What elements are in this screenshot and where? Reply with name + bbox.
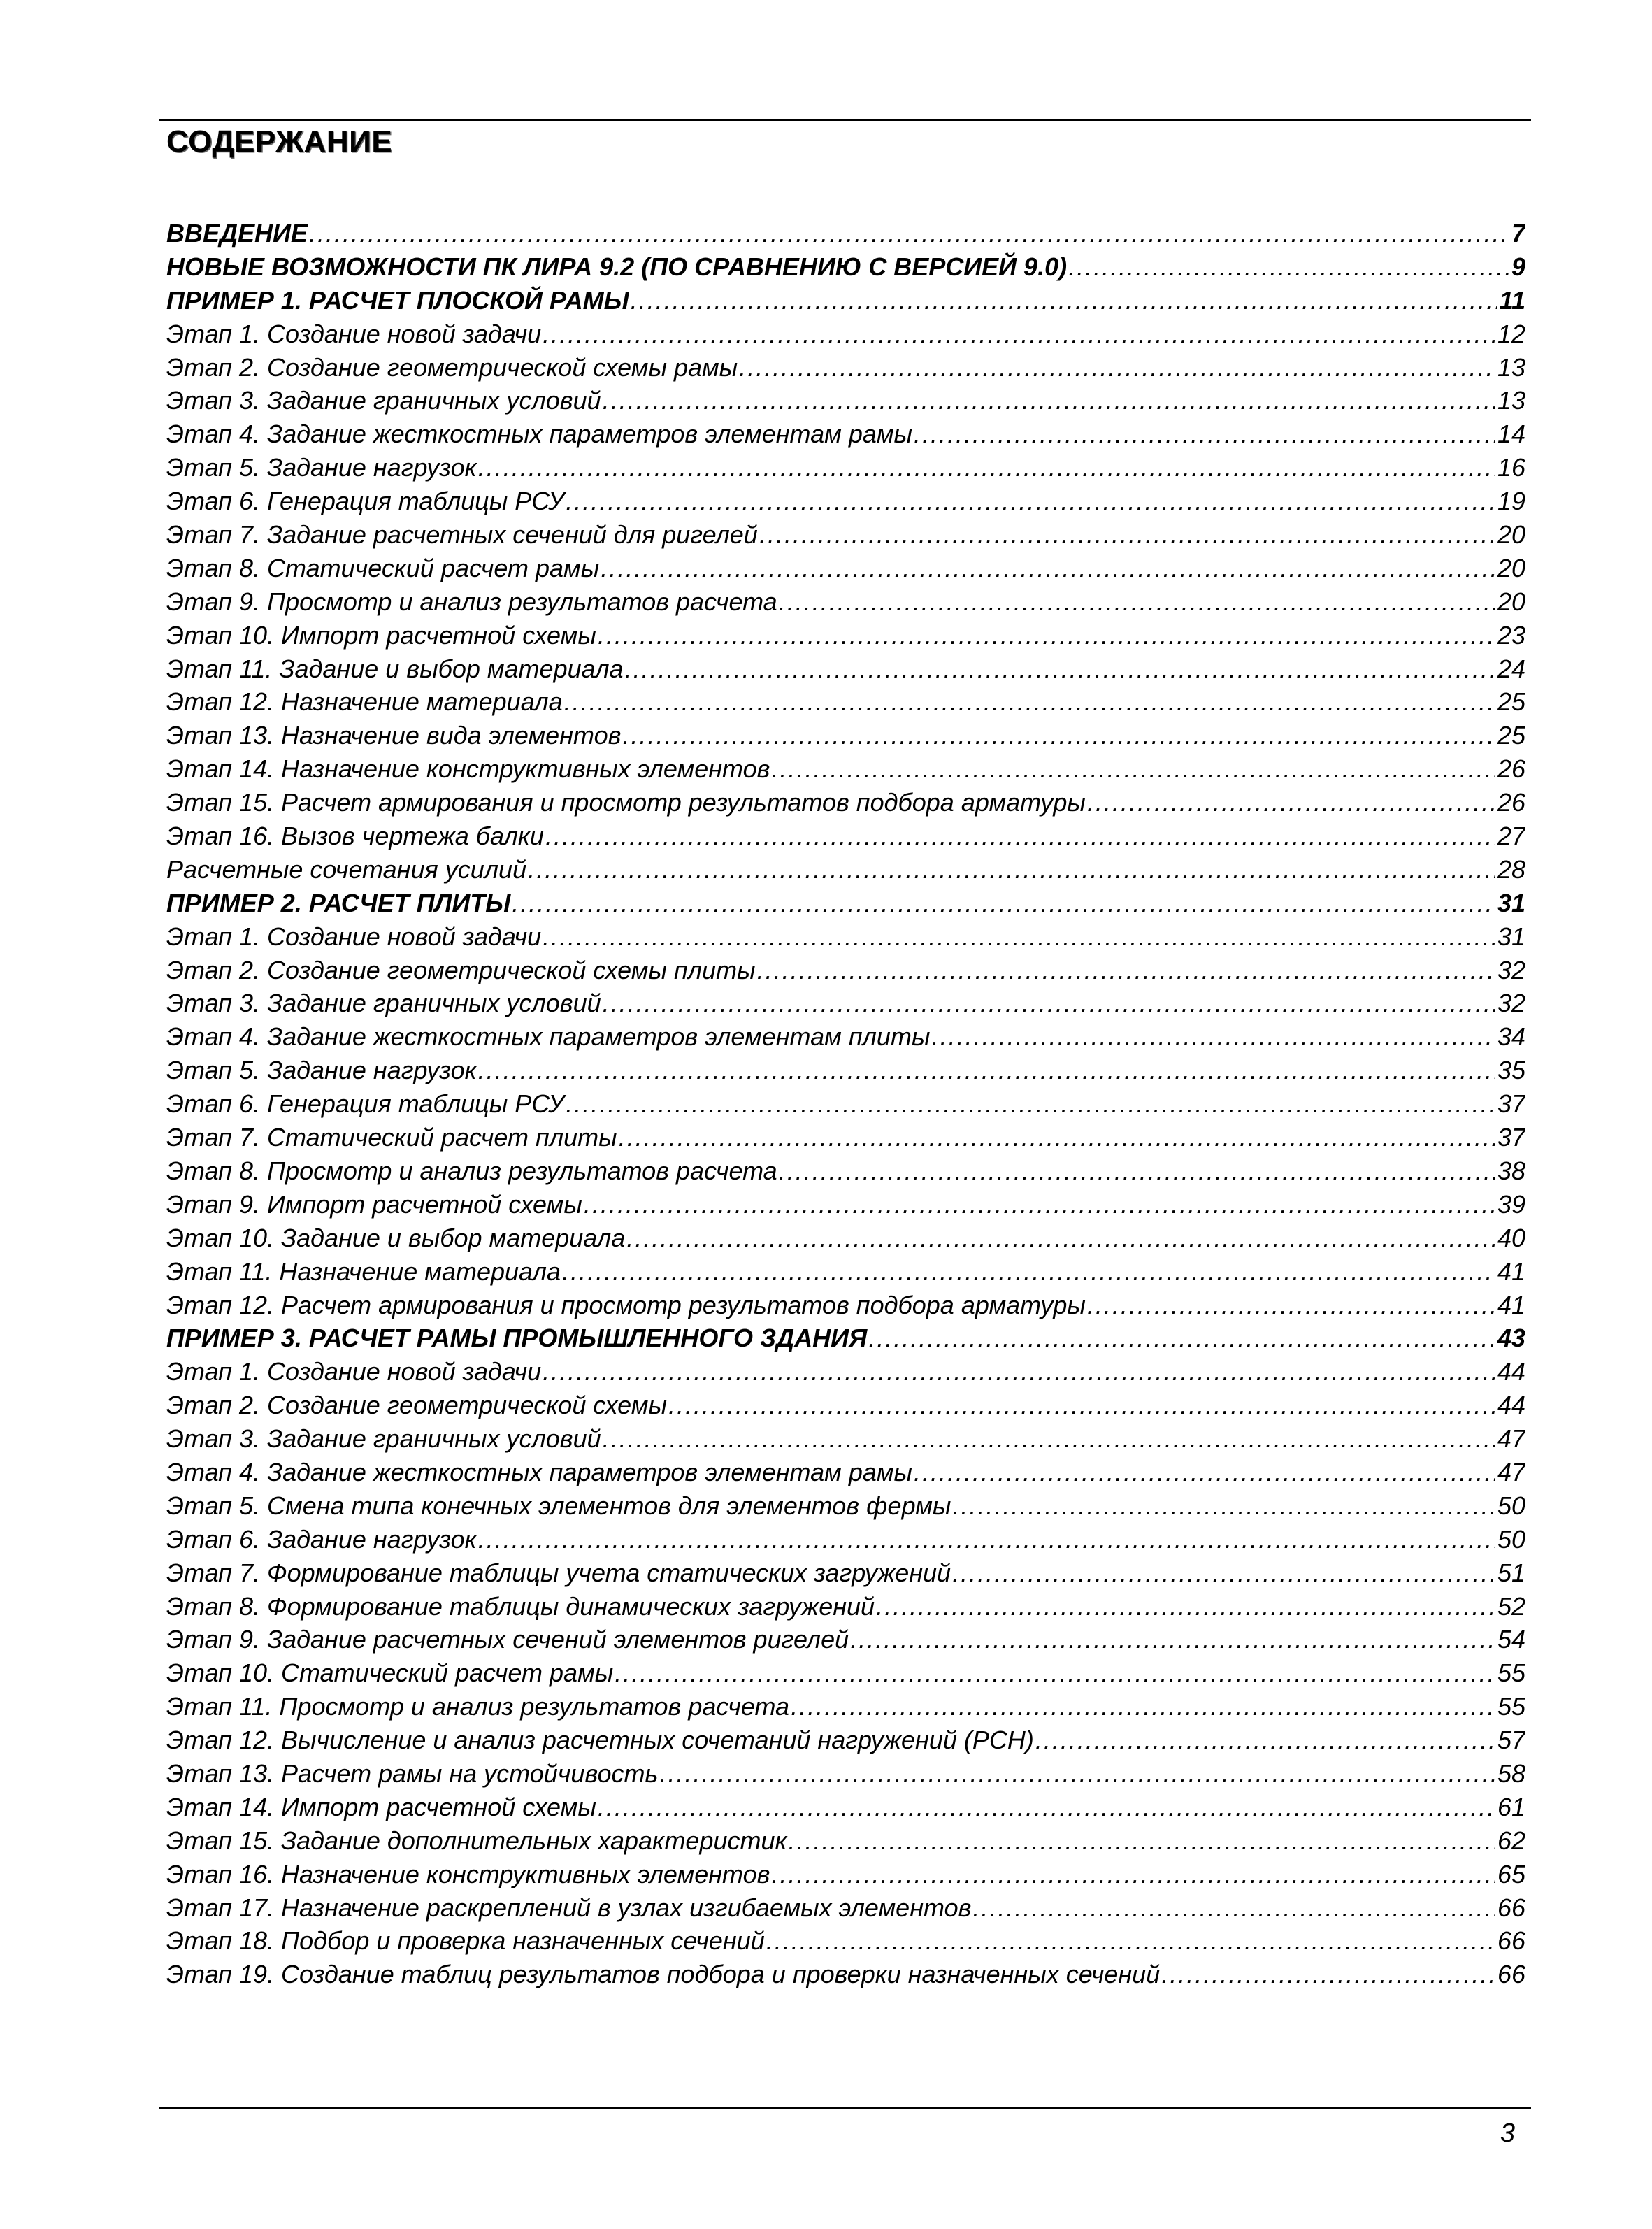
toc-entry-title: Этап 7. Статический расчет плиты [166, 1123, 617, 1152]
toc-entry-title: Этап 5. Смена типа конечных элементов для элементов фермы [166, 1491, 951, 1520]
toc-entry-page: 14 [1497, 420, 1525, 449]
toc-entry-title: ПРИМЕР 3. РАСЧЕТ РАМЫ ПРОМЫШЛЕННОГО ЗДАНИЯ [166, 1324, 868, 1353]
toc-entry-page: 25 [1497, 687, 1525, 717]
toc-entry[interactable] [166, 754, 1525, 788]
toc-dot-leader [543, 1357, 1495, 1386]
toc-entry-page: 47 [1497, 1457, 1525, 1486]
toc-entry[interactable] [166, 1491, 1525, 1525]
toc-entry[interactable] [166, 1089, 1525, 1123]
toc-dot-leader [757, 956, 1495, 985]
toc-dot-leader [478, 1525, 1495, 1554]
toc-entry[interactable] [166, 1190, 1525, 1224]
toc-entry-page: 31 [1497, 888, 1525, 917]
toc-entry[interactable] [166, 687, 1525, 721]
toc-dot-leader [759, 520, 1495, 550]
toc-entry-page: 32 [1497, 955, 1525, 984]
toc-entry-title: Этап 13. Расчет рамы на устойчивость [166, 1758, 659, 1788]
toc-dot-leader [850, 1625, 1495, 1654]
toc-entry[interactable] [166, 1826, 1525, 1860]
toc-dot-leader [603, 989, 1495, 1018]
toc-entry[interactable] [166, 1625, 1525, 1658]
toc-entry-title: Этап 8. Статический расчет рамы [166, 553, 600, 582]
toc-entry[interactable] [166, 1558, 1525, 1592]
toc-section-entry[interactable] [166, 286, 1525, 320]
toc-entry-page: 28 [1497, 854, 1525, 884]
toc-entry-page: 43 [1497, 1324, 1525, 1353]
toc-entry-page: 57 [1497, 1726, 1525, 1755]
toc-entry-page: 35 [1497, 1056, 1525, 1085]
toc-dot-leader [528, 855, 1495, 884]
toc-dot-leader [771, 754, 1495, 784]
toc-entry-title: Этап 10. Импорт расчетной схемы [166, 620, 596, 650]
toc-dot-leader [972, 1893, 1495, 1923]
toc-entry[interactable] [166, 1123, 1525, 1156]
toc-entry[interactable] [166, 989, 1525, 1022]
toc-dot-leader [771, 1860, 1495, 1889]
toc-entry-page: 65 [1497, 1859, 1525, 1888]
toc-entry-title: Этап 3. Задание граничных условий [166, 1424, 601, 1454]
toc-entry[interactable] [166, 453, 1525, 487]
toc-dot-leader [603, 1424, 1495, 1454]
toc-entry-page: 19 [1497, 487, 1525, 516]
header-rule [159, 119, 1531, 121]
toc-entry[interactable] [166, 1022, 1525, 1056]
toc-entry[interactable] [166, 520, 1525, 554]
toc-entry-title: Этап 11. Назначение материала [166, 1256, 561, 1286]
toc-entry-title: Этап 7. Формирование таблицы учета статических загружений [166, 1558, 951, 1587]
toc-entry-page: 66 [1497, 1960, 1525, 1989]
toc-entry-title: ВВЕДЕНИЕ [166, 219, 308, 248]
toc-entry[interactable] [166, 1224, 1525, 1257]
toc-entry-title: Этап 4. Задание жесткостных параметров элементам рамы [166, 1457, 913, 1486]
toc-entry-page: 38 [1497, 1156, 1525, 1185]
toc-entry-page: 11 [1499, 285, 1525, 315]
toc-dot-leader [545, 822, 1495, 851]
toc-entry[interactable] [166, 1893, 1525, 1927]
toc-dot-leader [1068, 252, 1509, 282]
toc-entry-title: Этап 10. Задание и выбор материала [166, 1223, 626, 1252]
toc-dot-leader [779, 587, 1495, 617]
toc-dot-leader [598, 621, 1495, 650]
toc-dot-leader [631, 286, 1497, 315]
toc-entry-title: Этап 2. Создание геометрической схемы [166, 1391, 667, 1420]
table-of-contents [166, 219, 1525, 1993]
toc-entry[interactable] [166, 420, 1525, 453]
toc-dot-leader [601, 554, 1495, 583]
toc-dot-leader [512, 889, 1495, 918]
toc-entry-title: Этап 19. Создание таблиц результатов подбора и проверки назначенных сечений [166, 1960, 1161, 1989]
toc-entry-page: 12 [1497, 319, 1525, 348]
toc-entry-title: Этап 9. Просмотр и анализ результатов расчета [166, 587, 777, 616]
toc-entry-page: 58 [1497, 1758, 1525, 1788]
toc-entry-page: 37 [1497, 1089, 1525, 1119]
toc-entry-title: Этап 9. Задание расчетных сечений элементов ригелей [166, 1625, 849, 1654]
toc-dot-leader [779, 1156, 1495, 1186]
toc-entry-title: Этап 17. Назначение раскреплений в узлах изгибаемых элементов [166, 1893, 972, 1922]
toc-section-entry[interactable] [166, 889, 1525, 922]
toc-entry-page: 9 [1511, 252, 1525, 281]
toc-entry[interactable] [166, 788, 1525, 822]
toc-entry-page: 16 [1497, 453, 1525, 482]
toc-entry[interactable] [166, 1291, 1525, 1324]
toc-dot-leader [543, 922, 1495, 952]
toc-section-entry[interactable] [166, 219, 1525, 252]
toc-entry[interactable] [166, 353, 1525, 387]
toc-entry-page: 25 [1497, 721, 1525, 750]
toc-entry-page: 66 [1497, 1893, 1525, 1922]
toc-entry-title: Этап 16. Вызов чертежа балки [166, 822, 544, 851]
toc-entry[interactable] [166, 956, 1525, 989]
toc-dot-leader [914, 1458, 1495, 1487]
toc-entry-title: Этап 3. Задание граничных условий [166, 989, 601, 1018]
toc-entry-title: Этап 1. Создание новой задачи [166, 319, 542, 348]
toc-entry[interactable] [166, 554, 1525, 587]
toc-entry-title: ПРИМЕР 2. РАСЧЕТ ПЛИТЫ [166, 888, 511, 917]
toc-entry[interactable] [166, 487, 1525, 520]
toc-entry[interactable] [166, 654, 1525, 688]
toc-dot-leader [622, 721, 1495, 750]
toc-entry-title: Этап 8. Формирование таблицы динамических загружений [166, 1591, 875, 1621]
toc-dot-leader [615, 1658, 1495, 1688]
toc-entry-page: 66 [1497, 1926, 1525, 1956]
toc-entry-title: Этап 12. Расчет армирования и просмотр результатов подбора арматуры [166, 1290, 1086, 1319]
toc-entry-page: 13 [1497, 352, 1525, 382]
toc-section-entry[interactable] [166, 1324, 1525, 1357]
toc-entry-title: Этап 15. Расчет армирования и просмотр результатов подбора арматуры [166, 788, 1086, 817]
toc-dot-leader [952, 1558, 1495, 1588]
toc-entry-page: 51 [1497, 1558, 1525, 1587]
toc-dot-leader [1161, 1960, 1495, 1989]
toc-entry[interactable] [166, 721, 1525, 754]
toc-entry-title: Этап 12. Назначение материала [166, 687, 563, 717]
toc-dot-leader [1087, 1291, 1495, 1320]
toc-dot-leader [598, 1793, 1495, 1822]
toc-entry-page: 44 [1497, 1391, 1525, 1420]
toc-entry-title: Этап 16. Назначение конструктивных элементов [166, 1859, 770, 1888]
toc-entry[interactable] [166, 1692, 1525, 1726]
toc-entry-page: 47 [1497, 1424, 1525, 1454]
toc-dot-leader [914, 420, 1495, 449]
toc-section-entry[interactable] [166, 252, 1525, 286]
toc-entry[interactable] [166, 1424, 1525, 1458]
toc-entry-title: Этап 5. Задание нагрузок [166, 453, 477, 482]
toc-dot-leader [1087, 788, 1495, 817]
toc-entry-title: Этап 6. Генерация таблицы РСУ [166, 487, 565, 516]
toc-entry[interactable] [166, 621, 1525, 654]
toc-entry-page: 52 [1497, 1591, 1525, 1621]
toc-dot-leader [931, 1022, 1495, 1052]
toc-dot-leader [619, 1123, 1495, 1152]
toc-entry-title: Этап 6. Задание нагрузок [166, 1524, 477, 1554]
toc-entry[interactable] [166, 1960, 1525, 1993]
toc-dot-leader [1035, 1726, 1495, 1755]
toc-entry[interactable] [166, 1726, 1525, 1759]
toc-dot-leader [739, 353, 1495, 382]
toc-entry[interactable] [166, 1592, 1525, 1626]
toc-entry[interactable] [166, 1357, 1525, 1391]
toc-entry-page: 34 [1497, 1022, 1525, 1052]
toc-entry[interactable] [166, 587, 1525, 621]
toc-entry-page: 50 [1497, 1491, 1525, 1520]
toc-entry-page: 37 [1497, 1123, 1525, 1152]
toc-entry[interactable] [166, 1391, 1525, 1424]
toc-entry[interactable] [166, 922, 1525, 956]
toc-dot-leader [766, 1926, 1495, 1956]
toc-entry-page: 44 [1497, 1357, 1525, 1386]
toc-entry-title: Этап 6. Генерация таблицы РСУ [166, 1089, 565, 1119]
toc-entry[interactable] [166, 320, 1525, 353]
toc-entry-title: Этап 14. Импорт расчетной схемы [166, 1792, 596, 1821]
toc-entry-page: 27 [1497, 822, 1525, 851]
toc-entry-page: 40 [1497, 1223, 1525, 1252]
toc-entry[interactable] [166, 1525, 1525, 1558]
toc-entry-title: Этап 2. Создание геометрической схемы рамы [166, 352, 738, 382]
toc-entry-title: Этап 1. Создание новой задачи [166, 922, 542, 951]
toc-entry-title: ПРИМЕР 1. РАСЧЕТ ПЛОСКОЙ РАМЫ [166, 285, 629, 315]
toc-entry[interactable] [166, 855, 1525, 889]
toc-dot-leader [564, 687, 1495, 717]
toc-dot-leader [876, 1592, 1495, 1621]
toc-entry-page: 50 [1497, 1524, 1525, 1554]
toc-entry-title: Расчетные сочетания усилий [166, 854, 527, 884]
toc-entry-title: Этап 15. Задание дополнительных характеристик [166, 1826, 787, 1855]
toc-dot-leader [659, 1759, 1495, 1789]
toc-dot-leader [584, 1190, 1495, 1219]
toc-entry-title: Этап 13. Назначение вида элементов [166, 721, 622, 750]
toc-entry-title: Этап 11. Задание и выбор материала [166, 654, 624, 683]
toc-entry-page: 55 [1497, 1692, 1525, 1721]
toc-entry-page: 41 [1497, 1256, 1525, 1286]
toc-dot-leader [789, 1826, 1495, 1856]
toc-dot-leader [478, 1056, 1495, 1085]
toc-dot-leader [952, 1491, 1495, 1521]
toc-entry[interactable] [166, 1926, 1525, 1960]
toc-entry-title: Этап 18. Подбор и проверка назначенных сечений [166, 1926, 765, 1956]
toc-dot-leader [626, 1224, 1495, 1253]
toc-dot-leader [868, 1324, 1495, 1353]
toc-entry-page: 24 [1497, 654, 1525, 683]
toc-entry-page: 7 [1511, 219, 1525, 248]
toc-entry-page: 61 [1497, 1792, 1525, 1821]
toc-entry[interactable] [166, 1759, 1525, 1793]
toc-entry-page: 54 [1497, 1625, 1525, 1654]
toc-entry[interactable] [166, 1156, 1525, 1190]
toc-entry-title: Этап 9. Импорт расчетной схемы [166, 1189, 582, 1219]
page-number: 3 [1500, 2119, 1515, 2148]
toc-dot-leader [543, 320, 1495, 349]
toc-entry[interactable] [166, 822, 1525, 855]
toc-entry-page: 23 [1497, 620, 1525, 650]
toc-entry-title: Этап 4. Задание жесткостных параметров элементам плиты [166, 1022, 931, 1052]
toc-entry[interactable] [166, 1658, 1525, 1692]
toc-entry-page: 62 [1497, 1826, 1525, 1855]
toc-entry[interactable] [166, 1257, 1525, 1291]
toc-dot-leader [566, 487, 1495, 516]
toc-dot-leader [603, 386, 1495, 415]
toc-entry-page: 20 [1497, 587, 1525, 616]
toc-entry-page: 31 [1497, 922, 1525, 951]
toc-entry-title: Этап 11. Просмотр и анализ результатов расчета [166, 1692, 790, 1721]
toc-dot-leader [566, 1089, 1495, 1119]
toc-entry-page: 32 [1497, 989, 1525, 1018]
toc-entry-title: Этап 1. Создание новой задачи [166, 1357, 542, 1386]
toc-entry-title: Этап 3. Задание граничных условий [166, 386, 601, 415]
toc-entry-title: Этап 5. Задание нагрузок [166, 1056, 477, 1085]
toc-entry[interactable] [166, 1056, 1525, 1089]
toc-entry-page: 26 [1497, 754, 1525, 784]
toc-entry-title: Этап 10. Статический расчет рамы [166, 1658, 614, 1688]
toc-dot-leader [309, 219, 1509, 248]
toc-entry-page: 26 [1497, 788, 1525, 817]
toc-entry[interactable] [166, 1793, 1525, 1826]
toc-entry-page: 20 [1497, 520, 1525, 550]
toc-dot-leader [478, 453, 1495, 482]
toc-entry-page: 55 [1497, 1658, 1525, 1688]
toc-entry-title: Этап 8. Просмотр и анализ результатов расчета [166, 1156, 777, 1185]
toc-entry[interactable] [166, 1860, 1525, 1893]
toc-dot-leader [625, 654, 1495, 684]
toc-dot-leader [668, 1391, 1495, 1420]
toc-entry-title: Этап 4. Задание жесткостных параметров элементам рамы [166, 420, 913, 449]
toc-entry-title: НОВЫЕ ВОЗМОЖНОСТИ ПК ЛИРА 9.2 (ПО СРАВНЕНИЮ С ВЕРСИЕЙ 9.0) [166, 252, 1068, 281]
toc-entry-page: 20 [1497, 553, 1525, 582]
toc-entry-title: Этап 14. Назначение конструктивных элементов [166, 754, 770, 784]
toc-entry-title: Этап 7. Задание расчетных сечений для ригелей [166, 520, 758, 550]
toc-dot-leader [791, 1692, 1495, 1721]
toc-entry-page: 41 [1497, 1290, 1525, 1319]
toc-entry[interactable] [166, 1458, 1525, 1491]
toc-entry-title: Этап 12. Вычисление и анализ расчетных сочетаний нагружений (РСН) [166, 1726, 1034, 1755]
toc-entry-page: 39 [1497, 1189, 1525, 1219]
toc-dot-leader [562, 1257, 1495, 1286]
page-title: СОДЕРЖАНИЕ [166, 124, 393, 159]
footer-rule [159, 2107, 1531, 2109]
toc-entry-title: Этап 2. Создание геометрической схемы плиты [166, 955, 756, 984]
toc-entry-page: 13 [1497, 386, 1525, 415]
toc-entry[interactable] [166, 386, 1525, 420]
